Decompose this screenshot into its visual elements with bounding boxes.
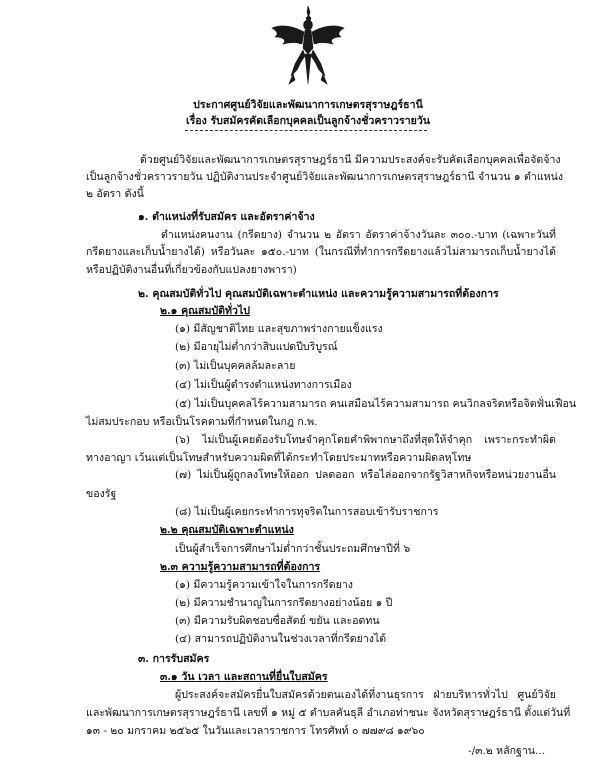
general-qualification-3: (๓) ไม่เป็นบุคคลล้มละลาย [175, 360, 296, 372]
intro-line-2: เป็นลูกจ้างชั่วคราวรายวัน ปฏิบัติงานประจำศูนย์วิจัยและพัฒนาการเกษตรสุราษฎร์ธานี จำนวน ๑ ตำแหน่ง [86, 171, 564, 183]
section-2-3-heading: ๒.๓ ความรู้ความสามารถที่ต้องการ [160, 561, 321, 573]
general-qualification-6-cont: ทางอาญา เว้นแต่เป็นโทษสำหรับความผิดที่ได้กระทำโดยประมาทหรือความผิดลหุโทษ [86, 452, 472, 464]
section-3-1-line-2: และพัฒนาการเกษตรสุราษฎร์ธานี เลขที่ ๑ หมู่ ๕ ตำบลคันธุลี อำเภอท่าชนะ จังหวัดสุราษฎร์ธานี ตั้งแต่วันที่ [86, 707, 571, 719]
skill-3: (๓) มีความรับผิดชอบซื่อสัตย์ ขยัน และอดทน [175, 615, 380, 627]
section-3-1-heading: ๓.๑ วัน เวลา และสถานที่ยื่นใบสมัคร [160, 671, 328, 683]
general-qualification-6: (๖) ไม่เป็นผู้เคยต้องรับโทษจำคุกโดยคำพิพากษาถึงที่สุดให้จำคุก เพราะกระทำผิด [175, 434, 556, 446]
general-qualification-5-cont: ไม่สมประกอบ หรือเป็นโรคตามที่กำหนดในกฎ ก.พ. [86, 416, 318, 428]
general-qualification-8: (๘) ไม่เป็นผู้เคยกระทำการทุจริตในการสอบเข้ารับราชการ [175, 506, 439, 518]
general-qualification-1: (๑) มีสัญชาติไทย และสุขภาพร่างกายแข็งแรง [175, 323, 383, 335]
section-2-2-heading: ๒.๒ คุณสมบัติเฉพาะตำแหน่ง [160, 524, 294, 536]
skill-2: (๒) มีความชำนาญในการกรีดยางอย่างน้อย ๑ ปี [175, 597, 393, 609]
general-qualification-4: (๔) ไม่เป็นผู้ดำรงตำแหน่งทางการเมือง [175, 379, 352, 391]
general-qualification-7: (๗) ไม่เป็นผู้ถูกลงโทษให้ออก ปลดออก หรือไล่ออกจากรัฐวิสาหกิจหรือหน่วยงานอื่น [175, 469, 556, 481]
title-separator [185, 130, 427, 131]
general-qualification-2: (๒) มีอายุไม่ต่ำกว่าสิบแปดปีบริบูรณ์ [175, 341, 338, 353]
general-qualification-5: (๕) ไม่เป็นบุคคลไร้ความสามารถ คนเสมือนไร้ความสามารถ คนวิกลจริตหรือจิตฟั่นเฟือน [175, 398, 577, 410]
announcement-title: ประกาศศูนย์วิจัยและพัฒนาการเกษตรสุราษฎร์ธานี [193, 99, 423, 111]
garuda-emblem-icon [269, 4, 347, 88]
intro-line-3: ๒ อัตรา ดังนี้ [86, 188, 144, 200]
general-qualification-7-cont: ของรัฐ [86, 488, 117, 500]
section-1-line-1: ตำแหน่งคนงาน (กรีดยาง) จำนวน ๒ อัตรา อัตราค่าจ้างวันละ ๓๐๐.-บาท (เฉพาะวันที่ [161, 229, 556, 241]
section-3-1-line-3: ๑๓ - ๒๐ มกราคม ๒๕๖๕ ในวันและเวลาราชการ โทรศัพท์ ๐ ๗๗๙๘ ๑๙๖๐ [86, 725, 425, 737]
skill-1: (๑) มีความรู้ความเข้าใจในการกรีดยาง [175, 579, 353, 591]
specific-qualification: เป็นผู้สำเร็จการศึกษาไม่ต่ำกว่าชั้นประถมศึกษาปีที่ ๖ [175, 543, 411, 555]
section-2-1-heading: ๒.๑ คุณสมบัติทั่วไป [160, 305, 251, 317]
section-1-heading: ๑. ตำแหน่งที่รับสมัคร และอัตราค่าจ้าง [138, 211, 315, 223]
section-1-line-3: หรือปฏิบัติงานอื่นที่เกี่ยวข้องกับแปลงยางพารา) [86, 264, 297, 276]
section-2-heading: ๒. คุณสมบัติทั่วไป คุณสมบัติเฉพาะตำแหน่ง และความรู้ความสามารถที่ต้องการ [138, 288, 499, 300]
section-3-1-line-1: ผู้ประสงค์จะสมัครยื่นใบสมัครด้วยตนเองได้ที่งานธุรการ ฝ่ายบริหารทั่วไป ศูนย์วิจัย [175, 689, 556, 701]
intro-line-1: ด้วยศูนย์วิจัยและพัฒนาการเกษตรสุราษฎร์ธานี มีความประสงค์จะรับคัดเลือกบุคคลเพื่อจัดจ้าง [140, 154, 561, 166]
skill-4: (๔) สามารถปฏิบัติงานในช่วงเวลาที่กรีดยางได้ [175, 633, 387, 645]
announcement-subject: เรื่อง รับสมัครคัดเลือกบุคคลเป็นลูกจ้างชั่วคราวรายวัน [185, 115, 431, 127]
continued-marker: -/๓.๒ หลักฐาน... [468, 745, 546, 757]
section-3-heading: ๓. การรับสมัคร [138, 653, 210, 665]
section-1-line-2: กรีดยางและเก็บน้ำยางได้) หรือวันละ ๑๕๐.-บาท (ในกรณีที่ทำการกรีดยางแล้วไม่สามารถเก็บน้ำยางได้ [86, 246, 556, 258]
